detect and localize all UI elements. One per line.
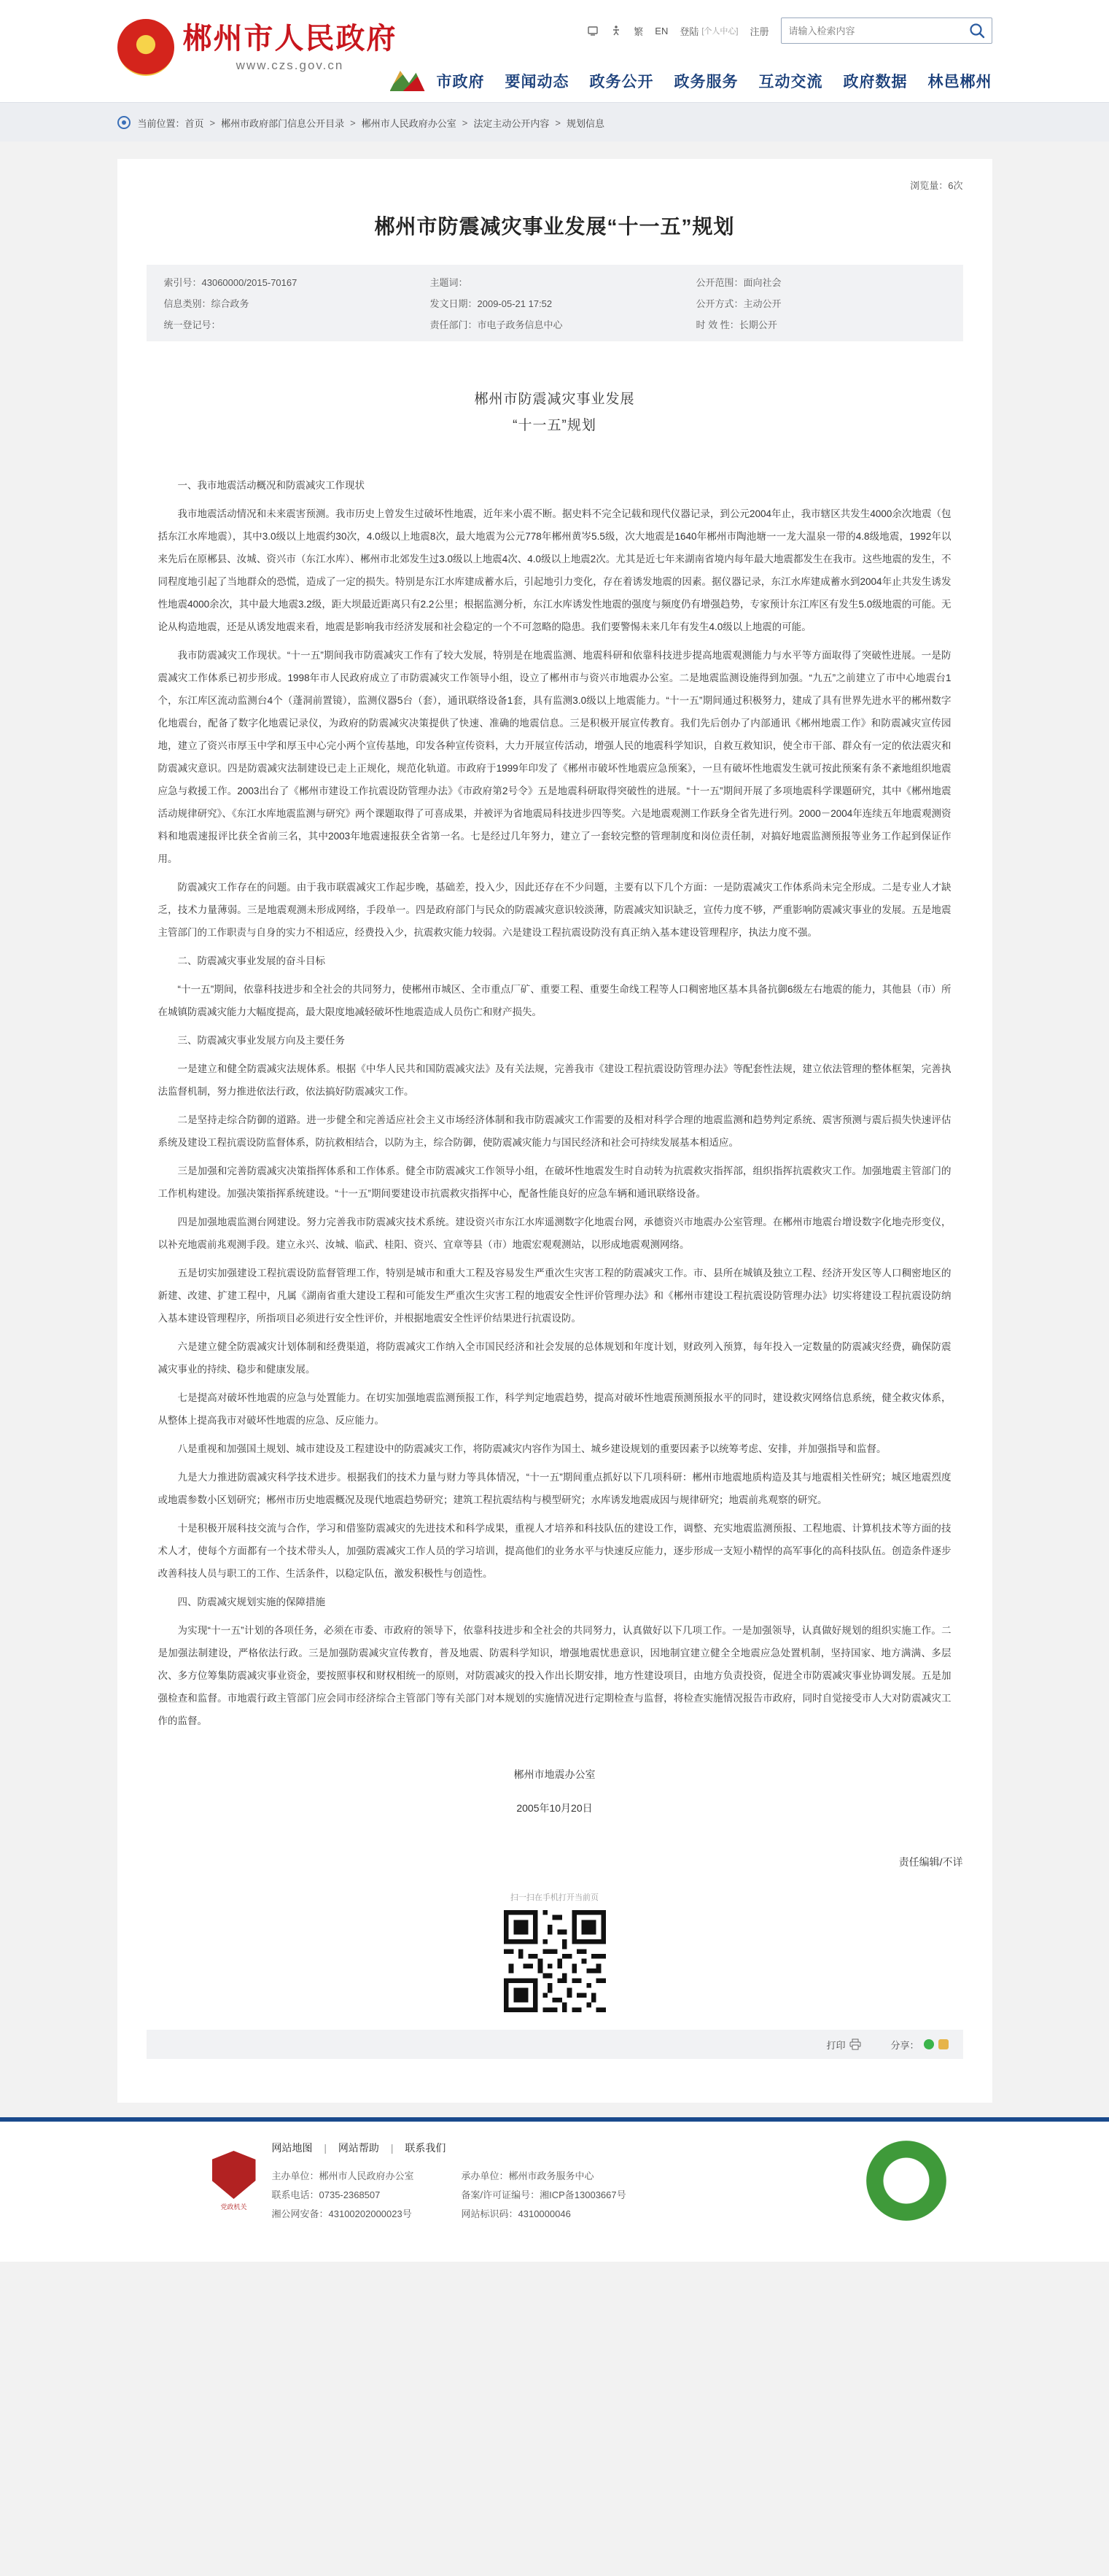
help-link[interactable]: 网站帮助 — [338, 2142, 379, 2154]
meta-scope: 公开范围：面向社会 — [696, 277, 782, 288]
breadcrumb-separator: > — [209, 117, 216, 128]
nav-interaction[interactable]: 互动交流 — [758, 74, 823, 90]
meta-department: 责任部门：市电子政务信息中心 — [429, 319, 563, 330]
body-paragraph: 六是建立健全防震减灾计划体制和经费渠道，将防震减灾工作纳入全市国民经济和社会发展的总体规划和年度计划，财政列入预算，每年投入一定数量的防震减灾经费，确保防震减灾事业的持续、稳步和健康发展。 — [157, 1341, 952, 1375]
header-toolbar — [575, 18, 992, 44]
sitemap-link[interactable]: 网站地图 — [271, 2142, 313, 2154]
body-paragraph: 三是加强和完善防震减灾决策指挥体系和工作体系。健全市防震减灾工作领导小组，在破坏性地震发生时自动转为抗震救灾指挥部，组织指挥抗震救灾工作。加强地震主管部门的工作机构建设。加强决策指挥系统建设。“十一五”期间要建设市抗震救灾指挥中心，配备性能良好的应急车辆和通讯联络设备。 — [157, 1165, 952, 1199]
party-gov-badge-icon[interactable] — [212, 2151, 256, 2199]
print-label: 打印 — [826, 2039, 846, 2051]
breadcrumb-statutory[interactable]: 法定主动公开内容 — [473, 117, 550, 129]
qr-section — [147, 1891, 963, 2012]
share-bar — [147, 2030, 963, 2059]
register-link[interactable]: 注册 — [750, 26, 769, 37]
body-paragraph: 我市地震活动情况和未来震害预测。我市历史上曾发生过破坏性地震，近年来小震不断。据史料不完全记载和现代仪器记录，到公元2004年止，我市辖区共发生4000余次地震（包括东江水库地震），其中3.0级以上地震约30次，4.0级以上地震8次，最大地震为公元778年郴州黄岑5.5级，次大地震是1640年郴州市陶池塘一一龙大温泉一带的4.8级地震，1992年以来先后在原郴县、汝城、资兴市（东江水库）、郴州市北郊发生过3.0级以上地震4次、4.0级以上地震2次。尤其是近七年来湖南省境内每年最大地震都发生在我市。这些地震的发生，不同程度地引起了当地群众的恐慌，造成了一定的损失。特别是东江水库建成蓄水后，引起地引力变化，存在着诱发地震的因素。据仪器记录，东江水库建成蓄水到2004年止共发生诱发性地震4000余次，其中最大地震3.2级，距大坝最近距离只有2.2公里；根据监测分析，东江水库诱发性地震的强度与频度仍有增强趋势，专家预计东江库区有发生5.0级地震的可能。无论从构造地震，还是从诱发地震来看，地震是影响我市经济发展和社会稳定的一个不可忽略的隐患。我们要警惕未来几年有发生4.0级以上地震的可能。 — [157, 508, 952, 632]
section-heading: 三、防震减灾事业发展方向及主要任务 — [177, 1035, 345, 1046]
breadcrumb-label: 当前位置： — [137, 117, 185, 129]
qr-code-icon — [504, 1910, 606, 2012]
view-count: 浏览量：6次 — [910, 180, 963, 191]
article-title: 郴州市防震减灾事业发展“十一五”规划 — [374, 215, 735, 238]
breadcrumb-home[interactable]: 首页 — [184, 117, 204, 129]
site-footer — [0, 2117, 1109, 2262]
body-paragraph: 九是大力推进防震减灾科学技术进步。根据我们的技术力量与财力等具体情况，“十一五”期间重点抓好以下几项科研：郴州市地震地质构造及其与地震相关性研究；城区地震烈度或地震参数小区划研究；郴州市历史地震概况及现代地震趋势研究；建筑工程抗震结构与模型研究；水库诱发地震成因与规律研究；地震前兆观察的研究。 — [157, 1472, 952, 1505]
badge-label: 党政机关 — [220, 2203, 247, 2211]
icp-record[interactable]: 备案/许可证编号：湘ICP备13003667号 — [461, 2189, 626, 2200]
body-paragraph: 七是提高对破坏性地震的应急与处置能力。在切实加强地震监测预报工作，科学判定地震趋势，提高对破坏性地震预测预报水平的同时，建设救灾网络信息系统，健全救灾体系，从整体上提高我市对破坏性地震的应急、反应能力。 — [157, 1392, 952, 1426]
search-box — [781, 18, 992, 44]
footer-links — [272, 2141, 446, 2155]
body-paragraph: 防震减灾工作存在的问题。由于我市联震减灾工作起步晚，基础差，投入少，因此还存在不少问题，主要有以下几个方面：一是防震减灾工作体系尚未完全形成。二是专业人才缺乏，技术力量薄弱。三是地震观测未形成网络，手段单一。四是政府部门与民众的防震减灾意识较淡薄，防震减灾知识缺乏，宣传力度不够，严重影响防震减灾事业的发展。五是地震主管部门的工作职责与自身的实力不相适应，经费投入少，抗震救灾能力较弱。六是建设工程抗震设防没有真正纳入基本建设管理程序，执法力度不强。 — [157, 882, 952, 938]
site-id: 网站标识码：4310000046 — [461, 2208, 571, 2219]
body-paragraph: 一是建立和健全防震减灾法规体系。根据《中华人民共和国防震减灾法》及有关法规，完善我市《建设工程抗震设防管理办法》等配套性法规，建立依法管理的整体框架，完善执法监督机制，努力推进依法行政，依法搞好防震减灾工作。 — [157, 1063, 952, 1097]
host-unit: 主办单位：郴州市人民政府办公室 — [271, 2170, 414, 2181]
meta-reg-no: 统一登记号： — [163, 319, 221, 330]
qr-caption: 扫一扫在手机打开当前页 — [510, 1893, 599, 1902]
breadcrumb-office[interactable]: 郴州市人民政府办公室 — [361, 117, 456, 129]
body-paragraph: “十一五”期间，依靠科技进步和全社会的共同努力，使郴州市城区、全市重点厂矿、重要工程、重要生命线工程等人口稠密地区基本具备抗御6级左右地震的能力，其他县（市）所在城镇防震减灾能力大幅度提高，最大限度地减轻破坏性地震造成人员伤亡和财产损失。 — [157, 984, 952, 1017]
body-paragraph: 四是加强地震监测台网建设。努力完善我市防震减灾技术系统。建设资兴市东江水库遥测数字化地震台网，承德资兴市地震办公室管理。在郴州市地震台增设数字化地壳形变仪，以补充地震前兆观测手段。建立永兴、汝城、临武、桂阳、资兴、宜章等县（市）地震宏观观测站，以形成地震观测网络。 — [157, 1217, 952, 1250]
body-paragraph: 十是积极开展科技交流与合作，学习和借鉴防震减灾的先进技术和科学成果，重视人才培养和科技队伍的建设工作，调整、充实地震监测预报、工程地震、计算机技术等方面的技术人才，使每个方面都有一个技术带头人，加强防震减灾工作人员的学习培训，提高他们的业务水平与快速反应能力，逐步形成一支短小精悍的高军事化的高科技队伍。创造条件逐步改善科技人员与职工的工作、生活条件，以稳定队伍，激发积极性与创造性。 — [157, 1523, 952, 1579]
main-nav — [390, 70, 992, 92]
document-title-line1: 郴州市防震减灾事业发展 — [474, 392, 635, 407]
sign-date: 2005年10月20日 — [516, 1802, 593, 1814]
weibo-share-icon[interactable] — [938, 2039, 949, 2049]
login-label: 登陆 — [680, 26, 699, 37]
search-input[interactable] — [782, 18, 962, 43]
nav-gov-affairs[interactable]: 政务公开 — [589, 74, 654, 90]
document-heading — [147, 387, 963, 439]
logo-title: 郴州市人民政府 — [182, 23, 397, 55]
footer-info — [272, 2167, 739, 2224]
gov-site-error-finder-icon[interactable] — [866, 2141, 946, 2221]
share-label: 分享： — [890, 2039, 919, 2051]
footer-separator: | — [324, 2142, 327, 2154]
document-title-line2: “十一五”规划 — [513, 418, 596, 433]
body-paragraph: 我市防震减灾工作现状。“十一五”期间我市防震减灾工作有了较大发展，特别是在地震监测、地震科研和依靠科技进步提高地震观测能力与水平等方面取得了突破性进展。一是防震减灾工作体系已初步形成。1998年市人民政府成立了市防震减灾工作领导小组，设立了郴州市与资兴市地震办公室。二是地震监测设施得到加强。“九五”之前建立了市中心地震台1个，东江库区流动监测台4个（蓬洞前置镜），监测仪器5台（套），通讯联络设备1套，具有监测3.0级以上地震能力。“十一五”期间通过积极努力，建成了具有世界先进水平的郴州数字化地震台，配备了数字化地震记录仪，为政府的防震减灾决策提供了快速、准确的地震信息。三是积极开展宣传教育。我们先后创办了内部通讯《郴州地震工作》和防震减灾宣传园地，建立了资兴市厚玉中学和厚玉中心完小两个宣传基地，印发各种宣传资料，大力开展宣传活动，增强人民的地震科学知识，自救互救知识，使全市干部、群众有一定的依法震灾和防震减灾意识。四是防震减灾法制建设已走上正规化，规范化轨道。市政府于1999年印发了《郴州市破坏性地震应急预案》，一旦有破坏性地震发生就可按此预案有条不紊地组织地震应急与救援工作。2003出台了《郴州市建设工作抗震设防管理办法》《市政府第2号令》五是地震科研取得突破性的进展。“十一五”期间开展了多项地震科学课题研究，其中《郴州地震活动规律研究》、《东江水库地震监测与研究》两个课题取得了可喜成果，并被评为省地震局科技进步四等奖。六是地震观测工作跃身全省先进行列。2000－2004年连续五年地震观测资料和地震速报评比获全省前三名，其中2003年地震速报获全省第一名。七是经过几年努力，建立了一套较完整的管理制度和岗位责任制，对搞好地震监测预报等业务工作起到保证作用。 — [157, 650, 952, 864]
elder-mode-icon[interactable] — [610, 25, 622, 36]
breadcrumb-separator: > — [555, 117, 561, 128]
nav-decoration-icon — [390, 71, 425, 91]
contact-link[interactable]: 联系我们 — [405, 2142, 446, 2154]
meta-index-no: 索引号：43060000/2015-70167 — [163, 277, 297, 288]
article-body — [147, 474, 963, 1732]
accessibility-icon[interactable] — [587, 25, 599, 36]
meta-date: 发文日期：2009-05-21 17:52 — [429, 298, 553, 309]
english-link[interactable]: EN — [655, 25, 669, 36]
breadcrumb-planning[interactable]: 规划信息 — [566, 117, 604, 129]
login-link[interactable] — [680, 24, 738, 38]
footer-separator: | — [390, 2142, 394, 2154]
signature-block — [147, 1761, 963, 1821]
breadcrumb-separator: > — [462, 117, 468, 128]
organizer-unit: 承办单位：郴州市政务服务中心 — [461, 2170, 594, 2181]
nav-data[interactable]: 政府数据 — [843, 74, 908, 90]
nav-news[interactable]: 要闻动态 — [505, 74, 569, 90]
print-button[interactable] — [826, 2038, 861, 2052]
nav-services[interactable]: 政务服务 — [674, 74, 739, 90]
section-heading: 四、防震减灾规划实施的保障措施 — [177, 1597, 325, 1607]
nav-linyi[interactable]: 林邑郴州 — [927, 74, 992, 90]
breadcrumb — [117, 103, 992, 142]
breadcrumb-directory[interactable]: 郴州市政府部门信息公开目录 — [221, 117, 345, 129]
meta-category: 信息类别：综合政务 — [163, 298, 249, 309]
search-icon — [969, 23, 985, 39]
section-heading: 二、防震减灾事业发展的奋斗目标 — [177, 955, 325, 966]
body-paragraph: 二是坚持走综合防御的道路。进一步健全和完善适应社会主义市场经济体制和我市防震减灾工作需要的及相对科学合理的地震监测和趋势判定系统、震害预测与震后损失快速评估系统及建设工程抗震设防监督体系，防抗救相结合，以防为主，综合防御，使防震减灾能力与国民经济和社会可持续发展基本相适应。 — [157, 1114, 952, 1148]
wechat-share-icon[interactable] — [924, 2039, 934, 2049]
site-header — [0, 0, 1109, 102]
meta-keywords: 主题词： — [429, 277, 468, 288]
national-emblem-icon — [117, 19, 174, 76]
body-paragraph: 五是切实加强建设工程抗震设防监督管理工作，特别是城市和重大工程及容易发生严重次生灾害工程的防震减灾工作。市、县所在城镇及独立工程、经济开发区等人口稠密地区的新建、改建、扩建工程中，凡属《湖南省重大建设工程和可能发生严重次生灾害工程的地震安全性评价管理办法》和《郴州市建设工程抗震设防管理办法》切实将建设工程抗震设防纳入基本建设管理程序，所指项目必须进行安全性评价，并根据地震安全性评价结果进行抗震设防。 — [157, 1268, 952, 1324]
responsible-editor: 责任编辑/不详 — [898, 1856, 963, 1868]
article-panel — [117, 159, 992, 2103]
logo-url: www.czs.gov.cn — [236, 58, 344, 72]
nav-government[interactable]: 市政府 — [436, 74, 485, 90]
body-paragraph: 为实现“十一五”计划的各项任务，必须在市委、市政府的领导下，依靠科技进步和全社会的共同努力，认真做好以下几项工作。一是加强领导，认真做好规划的组织实施工作。二是加强法制建设，严格依法行政。三是加强防震减灾宣传教育，普及地震、防震科学知识，增强地震忧患意识，因地制宜建立健全全地震应急处置机制，坚持国家、地方满满、多层次、多方位筹集防震减灾事业资金，要按照事权和财权相统一的原则，对防震减灾的投入作出长期安排，地方性建设项目，由地方负责投资，促进全市防震减灾事业协调发展。五是加强检查和监督。市地震行政主管部门应会同市经济综合主管部门等有关部门对本规划的实施情况进行定期检查与监督，将检查实施情况报告市政府，同时自觉接受市人大对防震减灾工作的监督。 — [157, 1625, 952, 1726]
section-heading: 一、我市地震活动概况和防震减灾工作现状 — [177, 480, 365, 491]
contact-phone: 联系电话：0735-2368507 — [271, 2189, 381, 2200]
traditional-chinese-link[interactable]: 繁 — [634, 26, 644, 37]
body-paragraph: 八是重视和加强国土规划、城市建设及工程建设中的防震减灾工作，将防震减灾内容作为国土、城乡建设规划的重要因素予以统筹考虑、安排，并加强指导和监督。 — [177, 1443, 887, 1454]
article-meta — [147, 265, 963, 341]
meta-validity: 时 效 性：长期公开 — [696, 319, 777, 330]
printer-icon — [849, 2038, 861, 2050]
breadcrumb-bar — [0, 102, 1109, 141]
site-logo[interactable] — [117, 19, 397, 76]
breadcrumb-separator: > — [350, 117, 356, 128]
login-hint: [个人中心] — [701, 27, 739, 36]
share-group — [890, 2038, 948, 2052]
location-icon — [117, 116, 131, 129]
meta-method: 公开方式：主动公开 — [696, 298, 782, 309]
police-record[interactable]: 湘公网安备：43100202000023号 — [271, 2208, 412, 2219]
signer: 郴州市地震办公室 — [513, 1769, 596, 1780]
search-button[interactable] — [962, 18, 992, 43]
